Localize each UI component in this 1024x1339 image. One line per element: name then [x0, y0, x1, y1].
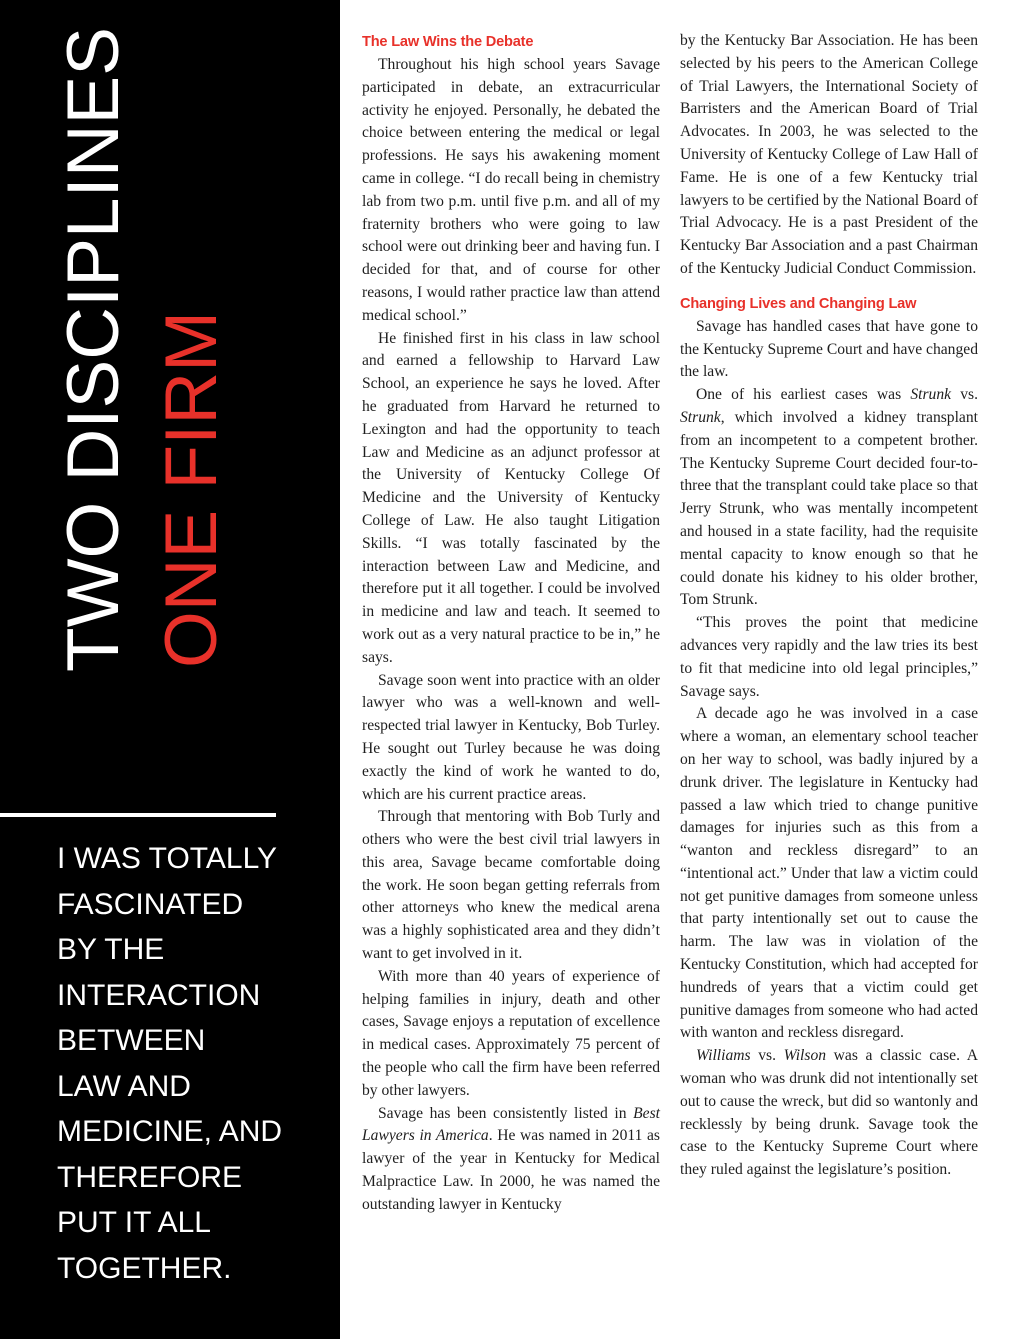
paragraph: Through that mentoring with Bob Turly and others who were the best civil trial lawyers in this area, Savage became comfortable doing the work. He soon began getting referrals from other attorneys who knew the medical arena was a highly sophisticated area and they didn’t want to get involved in it.	[362, 808, 660, 963]
pull-quote-line: BY THE	[57, 933, 165, 966]
pull-quote-line: MEDICINE, AND	[57, 1115, 283, 1148]
pull-quote-line: I WAS TOTALLY	[57, 842, 278, 875]
divider-rule	[0, 813, 276, 817]
paragraph: Williams vs. Wilson was a classic case. A woman who was drunk did not intentionally set out to cause the wreck, but did so wantonly and recklessly by being drunk. Savage took the case to the Kentucky Supreme Court where they ruled against the legislature’s position.	[680, 1047, 978, 1179]
pull-quote	[57, 836, 327, 1291]
paragraph: Throughout his high school years Savage participated in debate, an extracurricular activity he enjoyed. Personally, he debated the choice between entering the medical or legal professions. He says his awakening moment came in college. “I do recall being in chemistry lab from two p.m. until five p.m. and all of my fraternity brothers who were going to law school were out drinking beer and having fun. I decided for that, and of course for other reasons, I would rather practice law than attend medical school.”	[362, 56, 660, 324]
paragraph: “This proves the point that medicine advances very rapidly and the law tries its best to fit that medicine into old legal principles,” Savage says.	[680, 614, 978, 700]
article-column-1	[362, 31, 660, 1217]
section-heading-changing-lives: Changing Lives and Changing Law	[680, 295, 917, 312]
paragraph: One of his earliest cases was Strunk vs. Strunk, which involved a kidney transplant from an incompetent to a competent brother. The Kentucky Supreme Court decided four-to-three that the transplant could take place so that Jerry Strunk, who was mentally incompetent and housed in a state facility, had the requisite mental capacity to know enough so that he could donate his kidney to his older brother, Tom Strunk.	[680, 386, 978, 609]
paragraph: Savage has handled cases that have gone to the Kentucky Supreme Court and have changed the law.	[680, 317, 978, 381]
vertical-title-two-disciplines: TWO DISCIPLINES	[53, 27, 134, 672]
pull-quote-line: PUT IT ALL	[57, 1206, 211, 1239]
paragraph: Savage soon went into practice with an older lawyer who was a well-known and well-respected trial lawyer in Kentucky, Bob Turley. He sought out Turley because he was doing exactly the kind of work he wanted to do, which are his current practice areas.	[362, 671, 660, 803]
section-heading-law-wins: The Law Wins the Debate	[362, 34, 534, 50]
paragraph: He finished first in his class in law school and earned a fellowship to Harvard Law School, an experience he says he loved. After he graduated from Harvard he returned to Lexington and had the opportunity to teach Law and Medicine as an adjunct professor at the University of Kentucky College Of Medicine and the University of Kentucky College of Law. He also taught Litigation Skills. “I was totally fascinated by the interaction between Law and Medicine, and therefore put it all together. I could be involved in medicine and law and teach. It seemed to work out as a very natural practice to be in,” he says.	[362, 329, 660, 666]
pull-quote-line: LAW AND	[57, 1069, 191, 1103]
paragraph: A decade ago he was involved in a case where a woman, an elementary school teacher on her way to school, was badly injured by a drunk driver. The legislature in Kentucky had passed a law which tried to change punitive damages for injuries such as this from a “wanton and reckless disregard” to an “intentional act.” Under that law a victim could not get punitive damages from someone unless that party intentionally set out to cause the harm. The law was in violation of the Kentucky Constitution, which had accepted for hundreds of years that a victim could get punitive damages from someone who had acted with wanton and reckless disregard.	[680, 705, 978, 1042]
pull-quote-line: THEREFORE	[57, 1160, 243, 1194]
paragraph: by the Kentucky Bar Association. He has been selected by his peers to the American College of Trial Lawyers, the International Society of Barristers and the American Board of Trial Advocates. In 2003, he was selected to the University of Kentucky College of Law Hall of Fame. He is one of a few Kentucky trial lawyers to be certified by the National Board of Trial Advocacy. He is a past President of the Kentucky Bar Association and a past Chairman of the Kentucky Judicial Conduct Commission.	[680, 32, 978, 277]
paragraph: With more than 40 years of experience of helping families in injury, death and other cases, Savage enjoys a reputation of excellence in medical cases. Approximately 75 percent of the people who call the firm have been referred by other lawyers.	[362, 967, 660, 1099]
article-column-2	[680, 30, 978, 1182]
sidebar-panel	[0, 0, 340, 1339]
paragraph: Savage has been consistently listed in Best Lawyers in America. He was named in 2011 as lawyer of the year in Kentucky for Medical Malpractice Law. In 2000, he was named the outstanding lawyer in Kentucky	[362, 1104, 660, 1213]
vertical-title-one-firm: ONE FIRM	[151, 311, 232, 668]
pull-quote-line: FASCINATED	[57, 887, 244, 921]
pull-quote-line: TOGETHER.	[57, 1251, 232, 1285]
pull-quote-line: INTERACTION	[57, 978, 261, 1012]
pull-quote-line: BETWEEN	[57, 1024, 206, 1057]
